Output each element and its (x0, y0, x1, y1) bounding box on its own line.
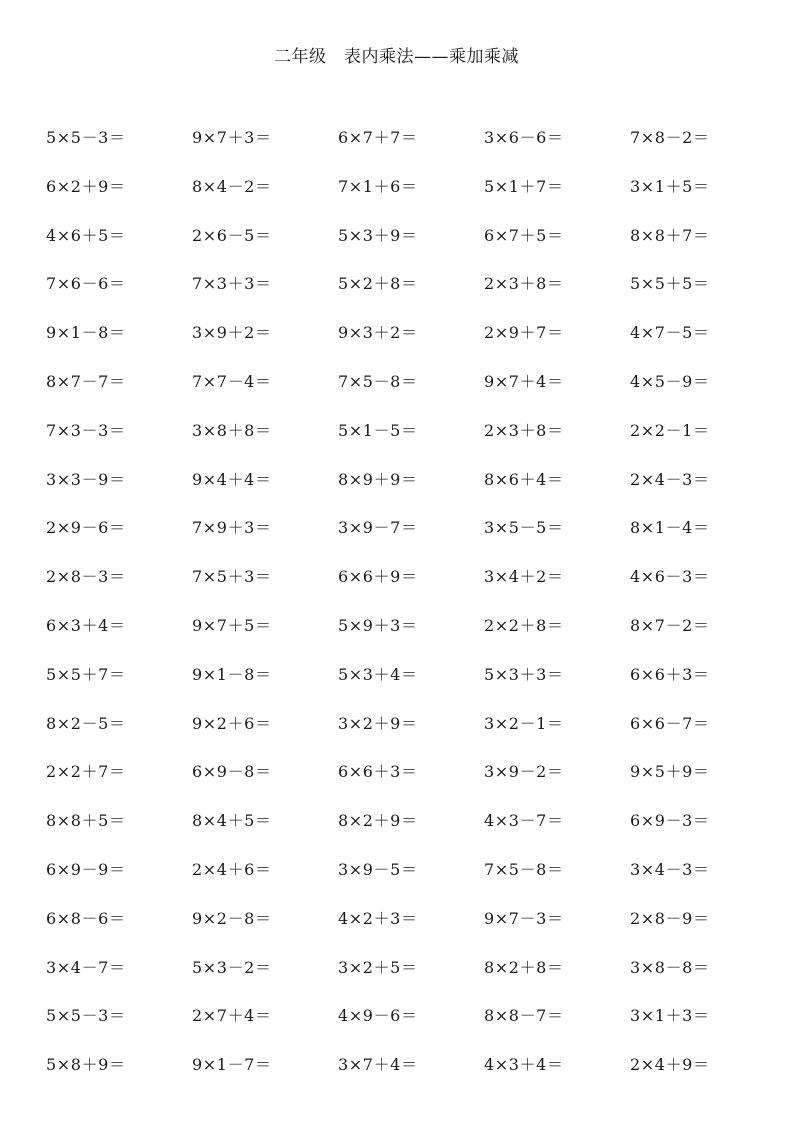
math-problem: 7×7－4＝ (192, 371, 272, 391)
math-problem: 2×3＋8＝ (484, 420, 564, 440)
math-problem: 9×7＋3＝ (192, 128, 272, 147)
math-problem: 4×6－3＝ (630, 567, 710, 587)
math-problem: 8×6＋4＝ (484, 469, 564, 489)
math-problem: 9×3＋2＝ (338, 323, 418, 343)
math-problem: 6×7＋5＝ (484, 225, 564, 245)
math-problem: 5×1－5＝ (338, 420, 418, 440)
math-problem: 2×2＋8＝ (484, 615, 564, 635)
math-problem: 3×2－1＝ (484, 713, 564, 733)
math-problem: 4×6＋5＝ (46, 225, 126, 245)
math-problem: 9×4＋4＝ (192, 469, 272, 489)
math-problem: 3×4－3＝ (630, 859, 710, 879)
math-problem: 7×1＋6＝ (338, 176, 418, 196)
math-problem: 5×5－3＝ (46, 1006, 126, 1026)
math-problem: 6×9－8＝ (192, 762, 272, 782)
math-problem: 8×8－7＝ (484, 1006, 564, 1026)
math-problem: 5×5－3＝ (46, 128, 126, 147)
math-problem: 6×2＋9＝ (46, 176, 126, 196)
math-problem: 6×8－6＝ (46, 908, 126, 928)
math-problem: 8×4－2＝ (192, 176, 272, 196)
math-problem: 9×2－8＝ (192, 908, 272, 928)
math-problem: 6×6＋9＝ (338, 567, 418, 587)
math-problem: 7×6－6＝ (46, 274, 126, 294)
math-problem: 4×5－9＝ (630, 371, 710, 391)
math-problem: 5×3＋3＝ (484, 664, 564, 684)
math-problem: 8×4＋5＝ (192, 811, 272, 831)
math-problem: 4×9－6＝ (338, 1006, 418, 1026)
math-problem: 2×4＋9＝ (630, 1055, 710, 1075)
math-problem: 4×2＋3＝ (338, 908, 418, 928)
math-problem: 3×2＋9＝ (338, 713, 418, 733)
math-problem: 5×5＋7＝ (46, 664, 126, 684)
math-problem: 3×8＋8＝ (192, 420, 272, 440)
math-problem: 5×9＋3＝ (338, 615, 418, 635)
math-problem: 3×6－6＝ (484, 128, 564, 147)
math-problem: 3×9－7＝ (338, 518, 418, 538)
math-problem: 9×1－8＝ (46, 323, 126, 343)
math-problem: 3×1＋3＝ (630, 1006, 710, 1026)
math-problem: 6×6－7＝ (630, 713, 710, 733)
math-problem: 6×6＋3＝ (630, 664, 710, 684)
math-problem: 3×4＋2＝ (484, 567, 564, 587)
math-problem: 8×8＋7＝ (630, 225, 710, 245)
math-problem: 2×9＋7＝ (484, 323, 564, 343)
math-problem: 6×6＋3＝ (338, 762, 418, 782)
math-problem: 9×5＋9＝ (630, 762, 710, 782)
math-problem: 3×9－5＝ (338, 859, 418, 879)
math-problem: 3×2＋5＝ (338, 957, 418, 977)
math-problem: 7×8－2＝ (630, 128, 710, 147)
math-problem: 6×9－9＝ (46, 859, 126, 879)
math-problem: 9×1－7＝ (192, 1055, 272, 1075)
math-problem: 9×2＋6＝ (192, 713, 272, 733)
math-problem: 3×8－8＝ (630, 957, 710, 977)
math-problem: 9×7＋4＝ (484, 371, 564, 391)
math-problem: 4×3－7＝ (484, 811, 564, 831)
math-problem: 2×2－1＝ (630, 420, 710, 440)
math-problem: 8×1－4＝ (630, 518, 710, 538)
math-problem: 2×8－3＝ (46, 567, 126, 587)
math-problem: 8×2＋8＝ (484, 957, 564, 977)
math-problem: 5×3－2＝ (192, 957, 272, 977)
math-problem: 7×3－3＝ (46, 420, 126, 440)
math-problem: 8×7－2＝ (630, 615, 710, 635)
math-problem: 5×2＋8＝ (338, 274, 418, 294)
math-problem: 8×8＋5＝ (46, 811, 126, 831)
math-problem: 8×9＋9＝ (338, 469, 418, 489)
math-problem: 3×9－2＝ (484, 762, 564, 782)
math-problem: 3×9＋2＝ (192, 323, 272, 343)
math-problem: 7×5－8＝ (484, 859, 564, 879)
math-problem: 9×7＋5＝ (192, 615, 272, 635)
math-problem: 4×3＋4＝ (484, 1055, 564, 1075)
math-problem: 5×5＋5＝ (630, 274, 710, 294)
math-problem: 8×7－7＝ (46, 371, 126, 391)
math-problem: 2×4－3＝ (630, 469, 710, 489)
math-problem: 9×7－3＝ (484, 908, 564, 928)
worksheet-title: 二年级 表内乘法——乘加乘减 (274, 47, 519, 67)
math-problem: 2×4＋6＝ (192, 859, 272, 879)
math-problem: 5×3＋4＝ (338, 664, 418, 684)
math-problem: 3×1＋5＝ (630, 176, 710, 196)
math-problem: 7×5－8＝ (338, 371, 418, 391)
math-problem: 5×8＋9＝ (46, 1055, 126, 1075)
math-problem: 2×2＋7＝ (46, 762, 126, 782)
problem-grid (46, 116, 766, 1092)
math-problem: 5×3＋9＝ (338, 225, 418, 245)
math-problem: 7×3＋3＝ (192, 274, 272, 294)
math-problem: 3×3－9＝ (46, 469, 126, 489)
math-problem: 2×9－6＝ (46, 518, 126, 538)
math-problem: 3×4－7＝ (46, 957, 126, 977)
math-problem: 5×1＋7＝ (484, 176, 564, 196)
math-problem: 9×1－8＝ (192, 664, 272, 684)
math-problem: 6×9－3＝ (630, 811, 710, 831)
math-problem: 8×2＋9＝ (338, 811, 418, 831)
math-problem: 6×7＋7＝ (338, 128, 418, 147)
math-problem: 6×3＋4＝ (46, 615, 126, 635)
math-problem: 3×5－5＝ (484, 518, 564, 538)
math-problem: 3×7＋4＝ (338, 1055, 418, 1075)
math-problem: 8×2－5＝ (46, 713, 126, 733)
math-problem: 2×3＋8＝ (484, 274, 564, 294)
math-problem: 4×7－5＝ (630, 323, 710, 343)
math-problem: 2×8－9＝ (630, 908, 710, 928)
math-problem: 2×6－5＝ (192, 225, 272, 245)
math-problem: 7×9＋3＝ (192, 518, 272, 538)
math-problem: 2×7＋4＝ (192, 1006, 272, 1026)
math-problem: 7×5＋3＝ (192, 567, 272, 587)
